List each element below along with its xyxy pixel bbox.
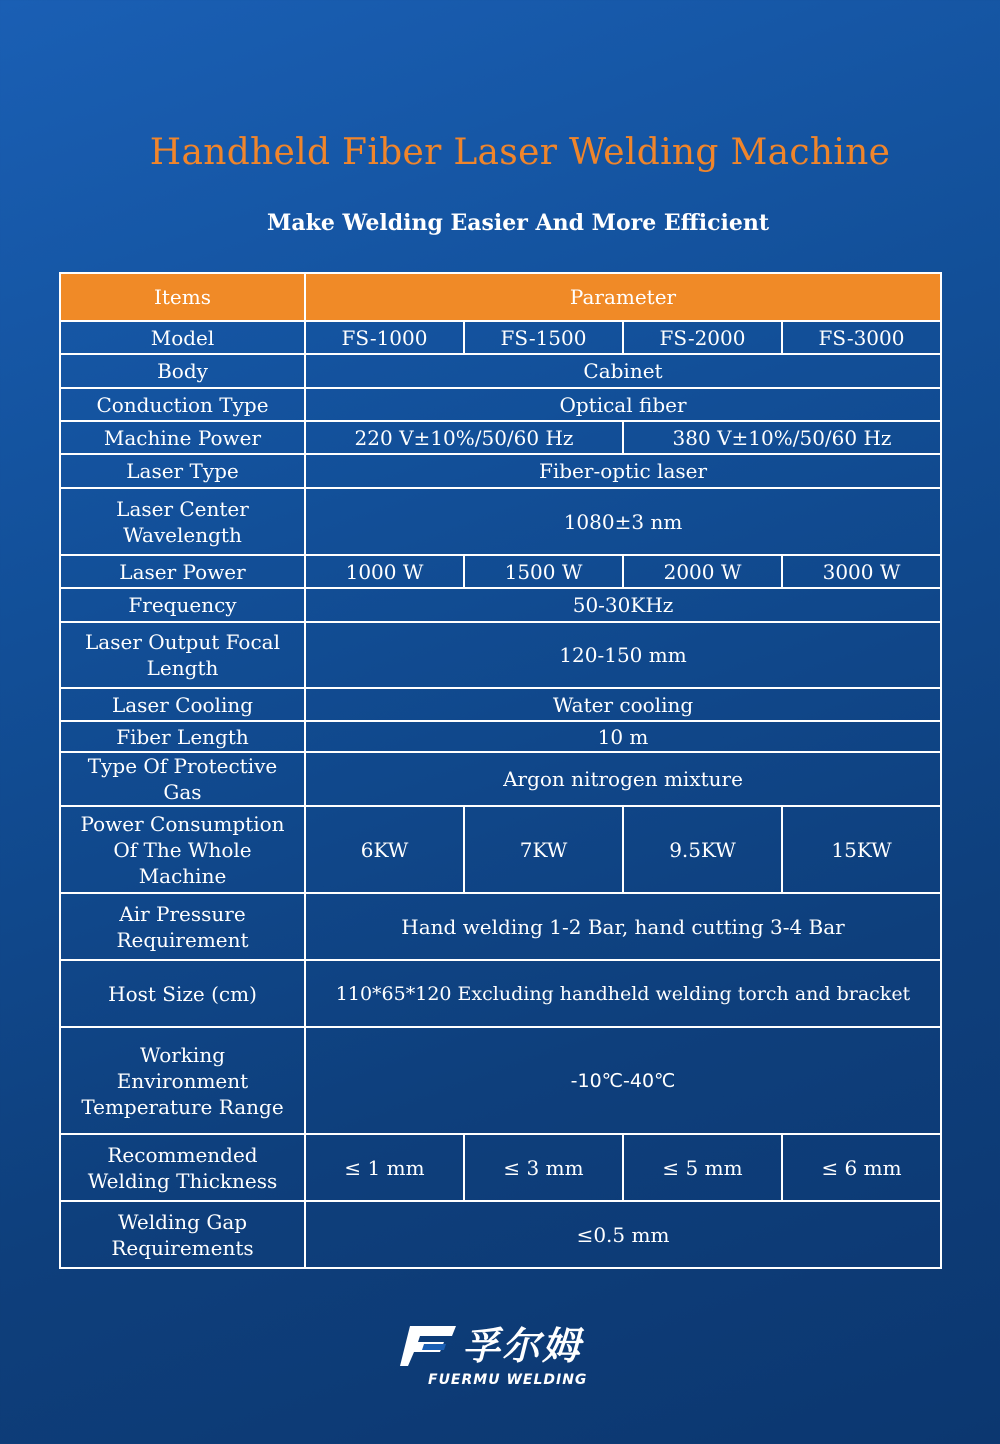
header-parameter: Parameter: [305, 273, 941, 321]
page-title: Handheld Fiber Laser Welding Machine: [149, 132, 891, 173]
row-label: Laser Power: [60, 555, 305, 588]
row-label: Air Pressure Requirement: [60, 893, 305, 960]
model-cell: FS-1000: [305, 321, 464, 354]
row-value: 380 V±10%/50/60 Hz: [623, 421, 941, 454]
row-label: Body: [60, 354, 305, 388]
table-row: [60, 488, 941, 555]
table-row: [60, 893, 941, 960]
row-value: Fiber-optic laser: [305, 454, 941, 488]
table-row: [60, 622, 941, 688]
row-value: -10℃-40℃: [305, 1027, 941, 1134]
row-label: Machine Power: [60, 421, 305, 454]
table-row: [60, 688, 941, 721]
row-value: ≤ 5 mm: [623, 1134, 782, 1201]
row-label: Frequency: [60, 588, 305, 622]
row-value: ≤ 1 mm: [305, 1134, 464, 1201]
spec-table: [59, 272, 942, 1269]
row-label: Laser Cooling: [60, 688, 305, 721]
table-row: [60, 421, 941, 454]
row-value: Optical fiber: [305, 388, 941, 421]
row-value: 15KW: [782, 806, 941, 893]
table-row: [60, 1134, 941, 1201]
table-row: [60, 721, 941, 752]
table-row: [60, 354, 941, 388]
row-value: Water cooling: [305, 688, 941, 721]
model-cell: FS-3000: [782, 321, 941, 354]
row-label: Laser Output Focal Length: [60, 622, 305, 688]
row-value: 7KW: [464, 806, 623, 893]
row-value: 1080±3 nm: [305, 488, 941, 555]
row-value: Hand welding 1-2 Bar, hand cutting 3-4 Bar: [305, 893, 941, 960]
row-value: 9.5KW: [623, 806, 782, 893]
fuermu-logo-icon: [400, 1322, 458, 1370]
row-label: Model: [60, 321, 305, 354]
row-value: 1000 W: [305, 555, 464, 588]
row-value: 1500 W: [464, 555, 623, 588]
row-label: Laser Type: [60, 454, 305, 488]
row-label: Host Size (cm): [60, 960, 305, 1027]
header-items: Items: [60, 273, 305, 321]
table-row: [60, 1027, 941, 1134]
row-value: ≤ 6 mm: [782, 1134, 941, 1201]
model-cell: FS-1500: [464, 321, 623, 354]
row-value: 2000 W: [623, 555, 782, 588]
table-row: [60, 1201, 941, 1268]
row-value: 110*65*120 Excluding handheld welding torch and bracket: [305, 960, 941, 1027]
logo-english-text: FUERMU WELDING: [428, 1372, 588, 1388]
table-row: [60, 588, 941, 622]
row-value: 6KW: [305, 806, 464, 893]
row-value: 50-30KHz: [305, 588, 941, 622]
model-cell: FS-2000: [623, 321, 782, 354]
row-label: Power Consumption Of The Whole Machine: [60, 806, 305, 893]
row-value: Cabinet: [305, 354, 941, 388]
row-label: Conduction Type: [60, 388, 305, 421]
table-row: [60, 321, 941, 354]
row-value: 220 V±10%/50/60 Hz: [305, 421, 623, 454]
row-value: 3000 W: [782, 555, 941, 588]
row-label: Working Environment Temperature Range: [60, 1027, 305, 1134]
table-row: [60, 960, 941, 1027]
row-label: Type Of Protective Gas: [60, 752, 305, 806]
row-value: 10 m: [305, 721, 941, 752]
table-row: [60, 555, 941, 588]
row-label: Laser Center Wavelength: [60, 488, 305, 555]
row-label: Welding Gap Requirements: [60, 1201, 305, 1268]
table-row: [60, 454, 941, 488]
logo-chinese-text: 孚尔姆: [462, 1324, 583, 1368]
row-value: ≤ 3 mm: [464, 1134, 623, 1201]
row-value: 120-150 mm: [305, 622, 941, 688]
table-row: [60, 752, 941, 806]
page-subtitle: Make Welding Easier And More Efficient: [266, 210, 770, 236]
brand-logo: [400, 1322, 600, 1392]
row-label: Fiber Length: [60, 721, 305, 752]
table-row: [60, 806, 941, 893]
row-label: Recommended Welding Thickness: [60, 1134, 305, 1201]
row-value: ≤0.5 mm: [305, 1201, 941, 1268]
table-header-row: [60, 273, 941, 321]
table-row: [60, 388, 941, 421]
row-value: Argon nitrogen mixture: [305, 752, 941, 806]
